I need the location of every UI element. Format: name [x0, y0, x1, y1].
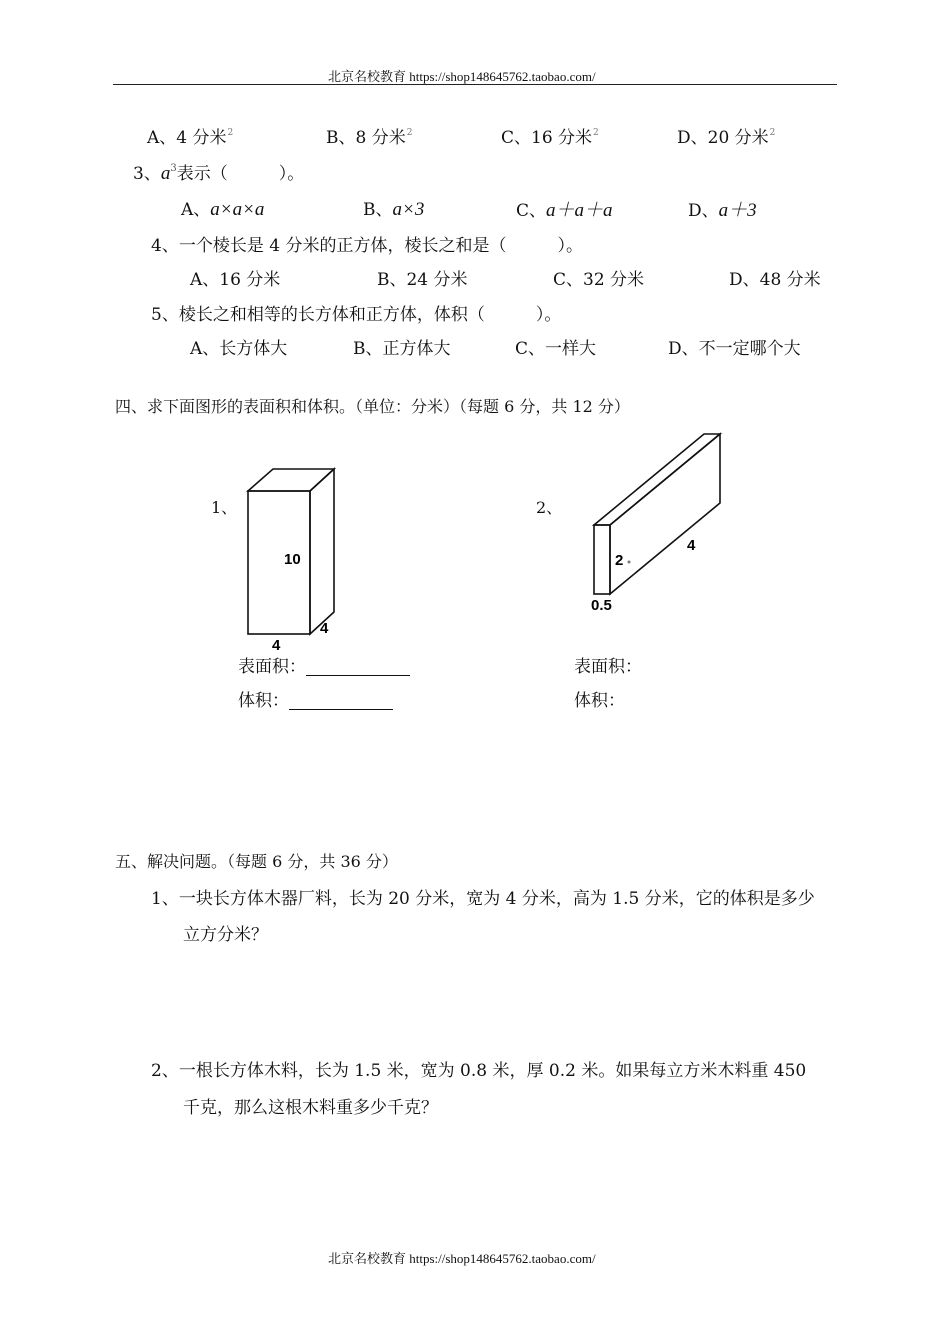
q3-option-d: D、a＋3 [688, 200, 757, 221]
header-rule [113, 84, 837, 85]
problem1-line2: 立方分米？ [183, 925, 268, 945]
figure2-cuboid [586, 426, 736, 616]
q3-option-c: C、a＋a＋a [516, 200, 613, 221]
q3-option-b: B、a×3 [363, 199, 425, 220]
q2-option-b: B、8 分米$^2$ [326, 128, 413, 148]
fig2-front-face [594, 525, 610, 594]
fig1-height-label: 10 [284, 551, 301, 568]
fig2-width-label: 0.5 [591, 597, 612, 614]
q4-option-d: D、48 分米 [729, 270, 821, 290]
q3-option-a: A、a×a×a [181, 199, 265, 220]
page-footer: 北京名校教育 https://shop148645762.taobao.com/ [328, 1251, 596, 1266]
q2-option-c: C、16 分米$^2$ [501, 128, 599, 148]
fig2-length-label: 4 [687, 537, 696, 554]
section4-title: 四、求下面图形的表面积和体积。（单位：分米）（每题 6 分，共 12 分） [115, 397, 630, 416]
fig1-side-face [310, 469, 334, 634]
fig1-width-label: 4 [320, 620, 329, 637]
page-header: 北京名校教育 https://shop148645762.taobao.com/ [328, 69, 596, 84]
fig1-front-face [248, 491, 310, 634]
q4-option-c: C、32 分米 [553, 270, 645, 290]
fig1-volume: 体积： [238, 686, 393, 711]
q5-option-b: B、正方体大 [353, 339, 451, 359]
problem1-line1: 1、一块长方体木器厂料，长为 20 分米，宽为 4 分米，高为 1.5 分米，它的体积是多少 [151, 889, 815, 909]
fig1-surface-area: 表面积： [238, 652, 410, 677]
fig1-length-label: 4 [272, 637, 281, 652]
figure1-cuboid [236, 460, 346, 652]
fig1-volume-answer-blank[interactable] [289, 691, 393, 710]
q2-option-a: A、4 分米$^2$ [147, 128, 234, 148]
fig2-height-label: 2 [615, 552, 624, 569]
problem2-line1: 2、一根长方体木料，长为 1.5 米，宽为 0.8 米，厚 0.2 米。如果每立方米木料重 450 [151, 1061, 807, 1081]
figure2-number: 2、 [536, 498, 563, 517]
q4-option-b: B、24 分米 [377, 270, 468, 290]
q3-stem: 3、$a^3$表示（ ）。 [133, 163, 305, 184]
fig1-surface-answer-blank[interactable] [306, 657, 410, 676]
fig2-volume: 体积： [574, 691, 625, 711]
section5-title: 五、解决问题。（每题 6 分，共 36 分） [115, 852, 398, 871]
q5-stem: 5、棱长之和相等的长方体和正方体，体积（ ）。 [151, 305, 562, 325]
fig2-side-face [610, 434, 720, 594]
q4-stem: 4、一个棱长是 4 分米的正方体，棱长之和是（ ）。 [151, 236, 583, 256]
fig2-top-face [594, 434, 720, 525]
problem2-line2: 千克，那么这根木料重多少千克？ [183, 1098, 438, 1118]
q5-option-c: C、一样大 [515, 339, 597, 359]
q5-option-d: D、不一定哪个大 [668, 339, 801, 359]
q4-option-a: A、16 分米 [190, 270, 281, 290]
q2-option-d: D、20 分米$^2$ [677, 128, 776, 148]
figure1-number: 1、 [211, 498, 238, 517]
fig2-surface-area: 表面积： [574, 657, 642, 677]
q5-option-a: A、长方体大 [190, 339, 288, 359]
fig2-dot [628, 561, 631, 564]
